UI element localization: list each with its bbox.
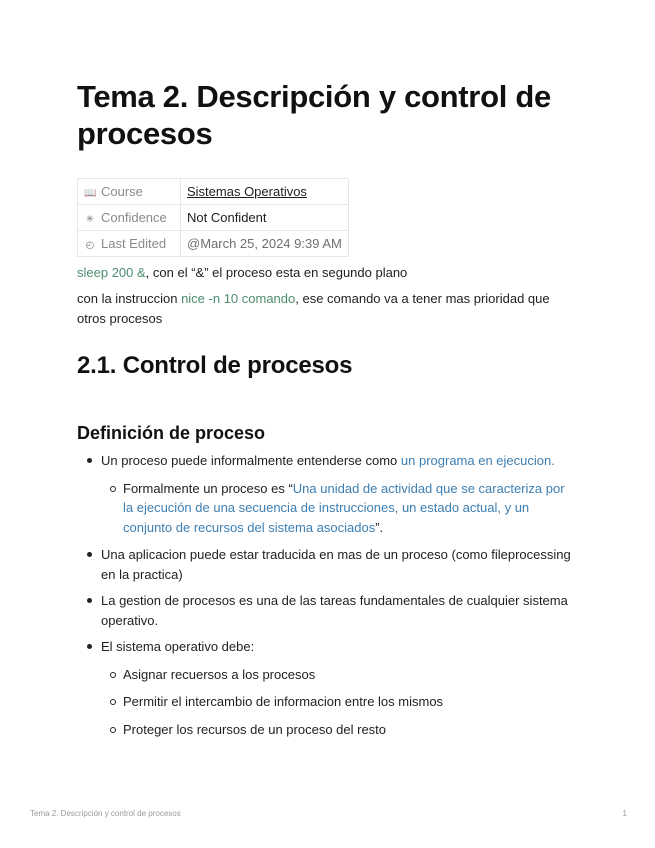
course-link[interactable]: Sistemas Operativos [187, 184, 307, 199]
book-icon: 📖 [84, 188, 97, 199]
paragraph-sleep [77, 263, 577, 283]
footer-title: Tema 2. Descripción y control de procesos [30, 809, 181, 818]
list-item-text: Un proceso puede informalmente entenderse como [101, 453, 401, 468]
property-value-confidence[interactable]: Not Confident [181, 205, 349, 231]
list-item: Permitir el intercambio de informacion entre los mismos [101, 692, 577, 712]
subsection-heading: Definición de proceso [77, 423, 266, 443]
section-heading: 2.1. Control de procesos [77, 352, 353, 379]
list-item [77, 451, 577, 537]
list-item-text: ”. [375, 519, 384, 535]
page-number: 1 [622, 809, 627, 818]
page-title: Tema 2. Descripción y control de procesos [77, 79, 551, 151]
paragraph-text: , con el “&” el proceso esta en segundo plano [145, 265, 408, 280]
nested-list [101, 665, 577, 740]
list-item [101, 479, 577, 538]
page-footer [30, 809, 627, 818]
list-item: Proteger los recursos de un proceso del resto [101, 720, 577, 740]
list-item [77, 637, 577, 739]
paragraph-nice [77, 289, 577, 329]
nested-list [101, 479, 577, 538]
property-key-course [78, 179, 181, 205]
property-row-course [78, 179, 349, 205]
paragraph-text: con la instruccion [77, 291, 182, 306]
list-item-text: Formalmente un proceso es “ [123, 480, 293, 496]
highlighted-text: Una unidad de actividad que se caracteriza por la ejecución de una secuencia de instrucciones, un estado actual, y un conjunto de recursos del sistema asociados [123, 480, 565, 535]
list-item: La gestion de procesos es una de las tareas fundamentales de cualquier sistema operativo. [77, 591, 577, 630]
property-label: Confidence [101, 210, 167, 225]
inline-code: sleep 200 & [77, 265, 146, 280]
property-key-last-edited [78, 231, 181, 257]
inline-code: nice -n 10 comando [181, 291, 296, 306]
loader-icon: ✳ [85, 214, 95, 225]
property-value-last-edited: @March 25, 2024 9:39 AM [181, 231, 349, 257]
property-value-course[interactable] [181, 179, 349, 205]
list-item: Una aplicacion puede estar traducida en mas de un proceso (como fileprocessing en la practica) [77, 545, 577, 584]
list-item-text: El sistema operativo debe: [101, 639, 255, 654]
paragraph-text: , ese comando va a tener mas prioridad que otros procesos [77, 291, 550, 326]
clock-icon: ◴ [85, 240, 95, 251]
list-item: Asignar recuersos a los procesos [101, 665, 577, 685]
property-key-confidence [78, 205, 181, 231]
property-row-last-edited [78, 231, 349, 257]
properties-table [77, 178, 349, 257]
property-label: Last Edited [101, 236, 167, 251]
property-row-confidence [78, 205, 349, 231]
highlighted-text: un programa en ejecucion. [400, 453, 555, 468]
bullet-list [77, 451, 577, 739]
property-label: Course [101, 184, 143, 199]
page-content [77, 78, 577, 747]
